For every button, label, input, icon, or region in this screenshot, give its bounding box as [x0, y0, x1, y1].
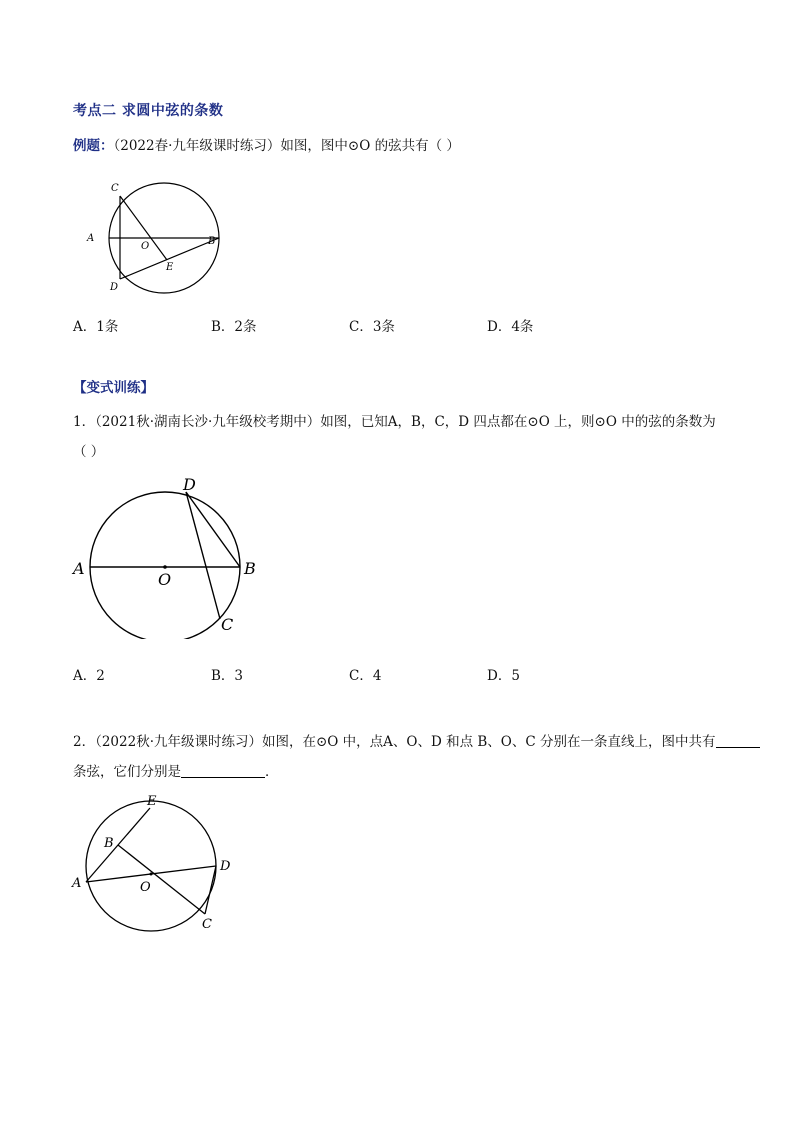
q1-text: 1．（2021秋·湖南长沙·九年级校考期中）如图，已知A，B，C，D 四点都在⊙O 上，则⊙O 中的弦的条数为 — [73, 414, 716, 430]
center-point — [150, 873, 153, 876]
label-b: B — [244, 559, 256, 578]
variant-heading: 【变式训练】 — [73, 380, 154, 396]
q2-text-cont — [73, 760, 279, 780]
q1-option-a[interactable]: A．2 — [73, 668, 105, 684]
label-o: O — [140, 880, 151, 895]
example-figure — [80, 178, 230, 298]
label-o: O — [158, 570, 172, 589]
example-option-c[interactable]: C．3条 — [349, 319, 395, 335]
circle-o — [86, 801, 216, 931]
label-a: A — [87, 233, 95, 244]
example-option-d[interactable]: D．4条 — [487, 319, 534, 335]
chord-dc — [205, 866, 216, 914]
label-d: D — [183, 475, 196, 494]
q2-blank-list[interactable] — [181, 763, 265, 778]
label-a: A — [72, 876, 82, 891]
example-option-a[interactable]: A．1条 — [73, 319, 119, 335]
label-b: B — [208, 236, 216, 247]
example-option-b[interactable]: B．2条 — [211, 319, 257, 335]
example-text: （2022春·九年级课时练习）如图，图中⊙O 的弦共有（ ） — [113, 138, 460, 154]
label-c: C — [202, 917, 212, 932]
q2-figure — [66, 790, 246, 940]
label-e: E — [166, 262, 174, 273]
label-e: E — [147, 794, 157, 809]
example-label: 例题： — [73, 138, 114, 154]
example-question — [73, 134, 460, 154]
label-d: D — [220, 859, 231, 874]
label-b: B — [104, 836, 114, 851]
q1-option-d[interactable]: D．5 — [487, 668, 520, 684]
q2-text-cont-a: 条弦，它们分别是 — [73, 764, 181, 780]
q1-text-cont: （ ） — [73, 444, 105, 460]
section-title: 考点二 求圆中弦的条数 — [73, 103, 224, 119]
center-point — [163, 565, 167, 569]
label-d: D — [110, 282, 119, 293]
q1-option-c[interactable]: C．4 — [349, 668, 382, 684]
label-c: C — [221, 615, 234, 634]
q2-blank-count[interactable] — [716, 733, 760, 748]
chord-db — [186, 492, 240, 567]
q2-text — [73, 730, 760, 750]
segment-bc — [118, 845, 205, 914]
label-a: A — [73, 559, 85, 578]
q2-text-main: 2．（2022秋·九年级课时练习）如图，在⊙O 中，点A、O、D 和点 B、O、C 分别在一条直线上，图中共有 — [73, 734, 716, 750]
label-c: C — [111, 183, 119, 194]
q1-figure — [70, 474, 270, 639]
label-o: O — [141, 241, 150, 252]
q2-text-cont-b: ． — [265, 764, 279, 780]
q1-option-b[interactable]: B．3 — [211, 668, 244, 684]
